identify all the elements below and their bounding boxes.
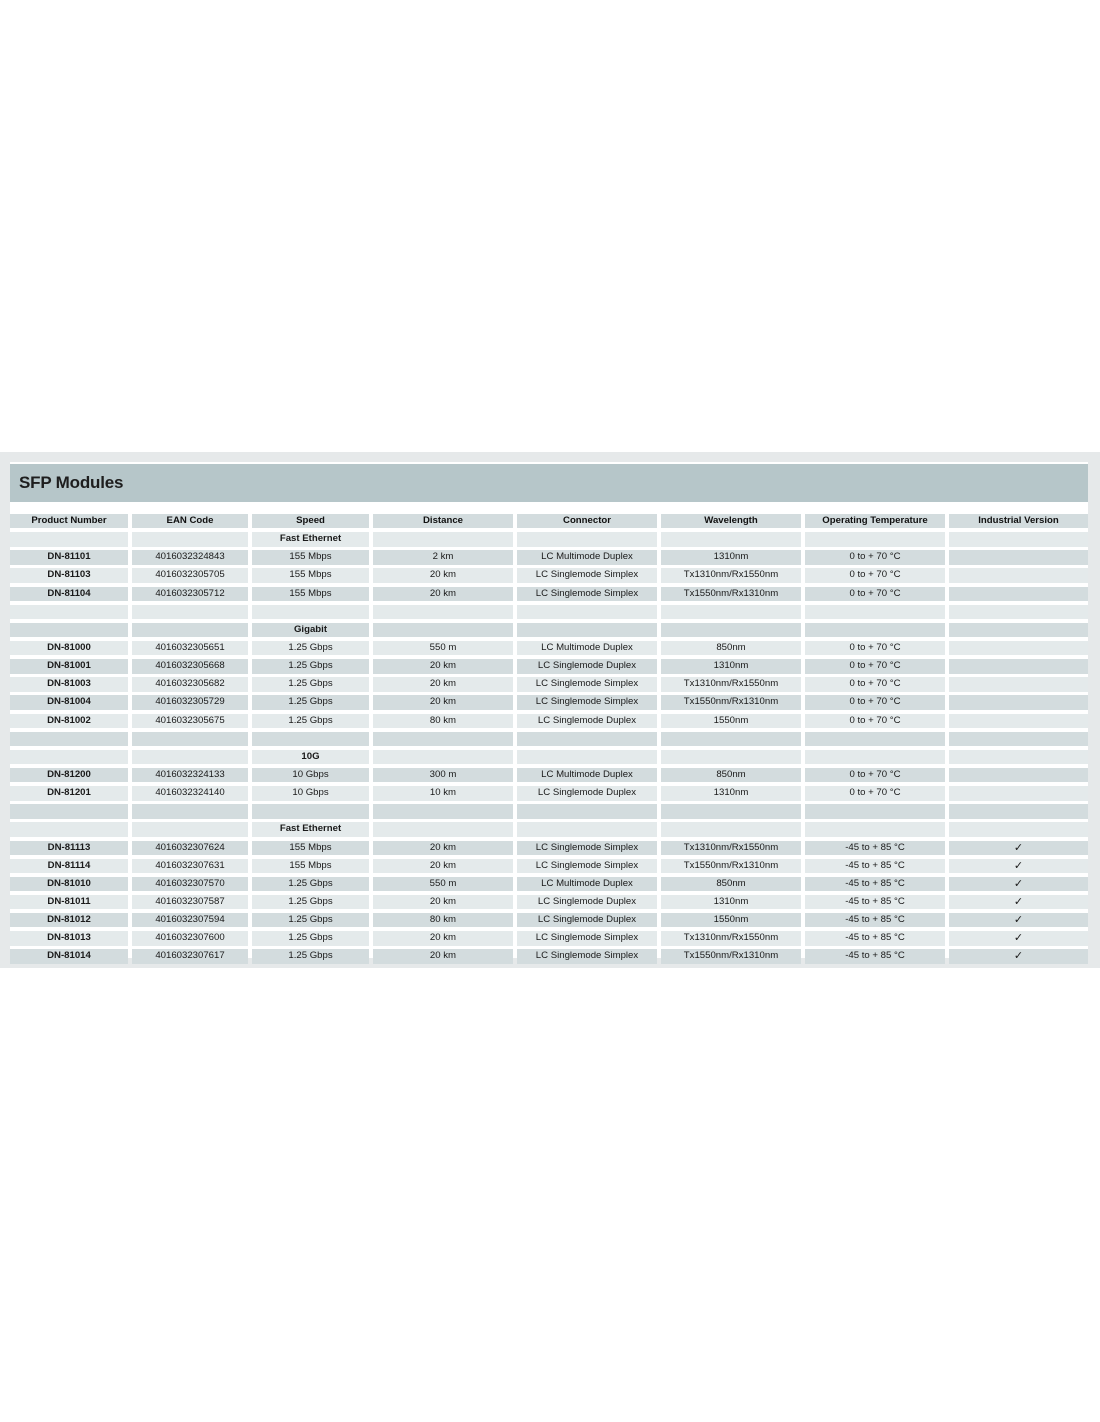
cell-operating-temperature: -45 to + 85 °C — [805, 841, 945, 855]
section-label: 10G — [252, 750, 369, 764]
table-row — [10, 587, 1088, 605]
cell-speed: 1.25 Gbps — [252, 641, 369, 655]
empty-cell — [10, 732, 128, 746]
empty-cell — [132, 532, 248, 546]
cell-distance: 20 km — [373, 931, 513, 945]
cell-product-number: DN-81014 — [10, 949, 128, 963]
cell-connector: LC Multimode Duplex — [517, 641, 657, 655]
empty-cell — [252, 605, 369, 619]
cell-product-number: DN-81004 — [10, 695, 128, 709]
cell-distance: 20 km — [373, 695, 513, 709]
table-row — [10, 841, 1088, 859]
cell-ean-code: 4016032307617 — [132, 949, 248, 963]
empty-cell — [949, 822, 1088, 836]
empty-cell — [373, 804, 513, 818]
cell-distance: 20 km — [373, 859, 513, 873]
cell-distance: 300 m — [373, 768, 513, 782]
cell-industrial-version — [949, 587, 1088, 601]
empty-cell — [132, 605, 248, 619]
cell-distance: 550 m — [373, 877, 513, 891]
cell-industrial-version — [949, 786, 1088, 800]
header-operating-temperature: Operating Temperature — [805, 514, 945, 528]
cell-speed: 1.25 Gbps — [252, 877, 369, 891]
empty-cell — [517, 822, 657, 836]
cell-operating-temperature: 0 to + 70 °C — [805, 768, 945, 782]
section-row — [10, 532, 1088, 550]
empty-cell — [10, 750, 128, 764]
cell-connector: LC Singlemode Simplex — [517, 949, 657, 963]
cell-product-number: DN-81002 — [10, 714, 128, 728]
cell-distance: 2 km — [373, 550, 513, 564]
cell-wavelength: Tx1550nm/Rx1310nm — [661, 859, 801, 873]
empty-cell — [132, 804, 248, 818]
empty-cell — [373, 732, 513, 746]
cell-product-number: DN-81114 — [10, 859, 128, 873]
cell-connector: LC Singlemode Simplex — [517, 931, 657, 945]
cell-wavelength: Tx1310nm/Rx1550nm — [661, 841, 801, 855]
cell-distance: 20 km — [373, 659, 513, 673]
empty-cell — [805, 822, 945, 836]
cell-ean-code: 4016032305675 — [132, 714, 248, 728]
table-row — [10, 568, 1088, 586]
cell-speed: 155 Mbps — [252, 587, 369, 601]
checkmark-icon: ✓ — [949, 841, 1088, 855]
empty-cell — [805, 804, 945, 818]
cell-ean-code: 4016032307600 — [132, 931, 248, 945]
cell-wavelength: Tx1550nm/Rx1310nm — [661, 587, 801, 601]
cell-operating-temperature: -45 to + 85 °C — [805, 859, 945, 873]
empty-cell — [661, 732, 801, 746]
cell-product-number: DN-81013 — [10, 931, 128, 945]
cell-ean-code: 4016032307587 — [132, 895, 248, 909]
empty-cell — [949, 804, 1088, 818]
section-row — [10, 822, 1088, 840]
cell-industrial-version — [949, 714, 1088, 728]
cell-connector: LC Singlemode Duplex — [517, 913, 657, 927]
table-row — [10, 913, 1088, 931]
header-wavelength: Wavelength — [661, 514, 801, 528]
cell-speed: 1.25 Gbps — [252, 949, 369, 963]
cell-product-number: DN-81010 — [10, 877, 128, 891]
cell-wavelength: Tx1550nm/Rx1310nm — [661, 949, 801, 963]
cell-distance: 10 km — [373, 786, 513, 800]
header-distance: Distance — [373, 514, 513, 528]
empty-cell — [949, 750, 1088, 764]
cell-product-number: DN-81103 — [10, 568, 128, 582]
empty-cell — [10, 623, 128, 637]
section-label: Fast Ethernet — [252, 532, 369, 546]
cell-operating-temperature: 0 to + 70 °C — [805, 695, 945, 709]
cell-product-number: DN-81001 — [10, 659, 128, 673]
cell-product-number: DN-81012 — [10, 913, 128, 927]
cell-operating-temperature: -45 to + 85 °C — [805, 895, 945, 909]
cell-industrial-version — [949, 568, 1088, 582]
cell-ean-code: 4016032305729 — [132, 695, 248, 709]
section-row — [10, 750, 1088, 768]
table-row — [10, 768, 1088, 786]
checkmark-icon: ✓ — [949, 877, 1088, 891]
spacer-row — [10, 804, 1088, 822]
cell-industrial-version — [949, 677, 1088, 691]
empty-cell — [373, 532, 513, 546]
cell-distance: 80 km — [373, 714, 513, 728]
cell-speed: 1.25 Gbps — [252, 677, 369, 691]
cell-wavelength: Tx1310nm/Rx1550nm — [661, 931, 801, 945]
cell-speed: 155 Mbps — [252, 859, 369, 873]
cell-distance: 20 km — [373, 949, 513, 963]
cell-connector: LC Singlemode Duplex — [517, 786, 657, 800]
cell-distance: 20 km — [373, 568, 513, 582]
section-row — [10, 623, 1088, 641]
spacer-row — [10, 605, 1088, 623]
cell-product-number: DN-81101 — [10, 550, 128, 564]
empty-cell — [373, 750, 513, 764]
cell-ean-code: 4016032324140 — [132, 786, 248, 800]
header-connector: Connector — [517, 514, 657, 528]
cell-ean-code: 4016032324843 — [132, 550, 248, 564]
empty-cell — [661, 822, 801, 836]
cell-distance: 20 km — [373, 677, 513, 691]
header-speed: Speed — [252, 514, 369, 528]
cell-wavelength: Tx1310nm/Rx1550nm — [661, 568, 801, 582]
cell-distance: 550 m — [373, 641, 513, 655]
spacer-row — [10, 732, 1088, 750]
cell-industrial-version — [949, 641, 1088, 655]
cell-wavelength: Tx1550nm/Rx1310nm — [661, 695, 801, 709]
checkmark-icon: ✓ — [949, 859, 1088, 873]
empty-cell — [517, 804, 657, 818]
cell-distance: 20 km — [373, 587, 513, 601]
empty-cell — [373, 822, 513, 836]
table-row — [10, 949, 1088, 967]
cell-distance: 20 km — [373, 895, 513, 909]
table-row — [10, 714, 1088, 732]
empty-cell — [10, 822, 128, 836]
cell-wavelength: 1310nm — [661, 659, 801, 673]
sfp-table — [10, 514, 1088, 968]
cell-connector: LC Singlemode Duplex — [517, 659, 657, 673]
empty-cell — [517, 532, 657, 546]
cell-product-number: DN-81003 — [10, 677, 128, 691]
cell-wavelength: 1310nm — [661, 895, 801, 909]
cell-operating-temperature: -45 to + 85 °C — [805, 877, 945, 891]
section-label: Fast Ethernet — [252, 822, 369, 836]
cell-wavelength: 850nm — [661, 641, 801, 655]
table-row — [10, 877, 1088, 895]
cell-ean-code: 4016032305705 — [132, 568, 248, 582]
cell-industrial-version — [949, 550, 1088, 564]
empty-cell — [10, 804, 128, 818]
empty-cell — [252, 732, 369, 746]
cell-product-number: DN-81104 — [10, 587, 128, 601]
empty-cell — [373, 605, 513, 619]
cell-ean-code: 4016032305668 — [132, 659, 248, 673]
empty-cell — [661, 605, 801, 619]
empty-cell — [517, 623, 657, 637]
empty-cell — [805, 750, 945, 764]
cell-product-number: DN-81011 — [10, 895, 128, 909]
table-row — [10, 859, 1088, 877]
cell-operating-temperature: -45 to + 85 °C — [805, 949, 945, 963]
cell-ean-code: 4016032324133 — [132, 768, 248, 782]
table-row — [10, 695, 1088, 713]
cell-industrial-version — [949, 659, 1088, 673]
table-row — [10, 677, 1088, 695]
empty-cell — [517, 605, 657, 619]
cell-speed: 1.25 Gbps — [252, 895, 369, 909]
empty-cell — [373, 623, 513, 637]
empty-cell — [132, 822, 248, 836]
cell-industrial-version — [949, 695, 1088, 709]
cell-product-number: DN-81200 — [10, 768, 128, 782]
empty-cell — [517, 750, 657, 764]
cell-ean-code: 4016032307570 — [132, 877, 248, 891]
cell-ean-code: 4016032307594 — [132, 913, 248, 927]
cell-wavelength: 1310nm — [661, 550, 801, 564]
cell-industrial-version — [949, 768, 1088, 782]
cell-connector: LC Singlemode Simplex — [517, 695, 657, 709]
table-row — [10, 659, 1088, 677]
empty-cell — [10, 532, 128, 546]
checkmark-icon: ✓ — [949, 913, 1088, 927]
table-row — [10, 931, 1088, 949]
cell-distance: 20 km — [373, 841, 513, 855]
empty-cell — [949, 732, 1088, 746]
sfp-modules-panel — [0, 452, 1100, 968]
empty-cell — [805, 532, 945, 546]
cell-speed: 1.25 Gbps — [252, 913, 369, 927]
empty-cell — [517, 732, 657, 746]
empty-cell — [661, 804, 801, 818]
cell-speed: 155 Mbps — [252, 550, 369, 564]
cell-speed: 1.25 Gbps — [252, 659, 369, 673]
empty-cell — [132, 732, 248, 746]
cell-wavelength: Tx1310nm/Rx1550nm — [661, 677, 801, 691]
cell-operating-temperature: 0 to + 70 °C — [805, 550, 945, 564]
cell-connector: LC Multimode Duplex — [517, 768, 657, 782]
cell-operating-temperature: 0 to + 70 °C — [805, 786, 945, 800]
cell-connector: LC Singlemode Duplex — [517, 714, 657, 728]
checkmark-icon: ✓ — [949, 895, 1088, 909]
cell-wavelength: 850nm — [661, 877, 801, 891]
cell-operating-temperature: -45 to + 85 °C — [805, 931, 945, 945]
cell-speed: 10 Gbps — [252, 786, 369, 800]
title-bar — [10, 464, 1088, 502]
empty-cell — [10, 605, 128, 619]
empty-cell — [949, 605, 1088, 619]
cell-ean-code: 4016032305682 — [132, 677, 248, 691]
cell-distance: 80 km — [373, 913, 513, 927]
cell-ean-code: 4016032307631 — [132, 859, 248, 873]
header-industrial-version: Industrial Version — [949, 514, 1088, 528]
empty-cell — [661, 623, 801, 637]
checkmark-icon: ✓ — [949, 931, 1088, 945]
cell-ean-code: 4016032305651 — [132, 641, 248, 655]
empty-cell — [805, 623, 945, 637]
checkmark-icon: ✓ — [949, 949, 1088, 963]
cell-speed: 1.25 Gbps — [252, 695, 369, 709]
cell-speed: 155 Mbps — [252, 841, 369, 855]
cell-ean-code: 4016032307624 — [132, 841, 248, 855]
cell-connector: LC Singlemode Simplex — [517, 568, 657, 582]
cell-connector: LC Singlemode Simplex — [517, 841, 657, 855]
cell-operating-temperature: 0 to + 70 °C — [805, 641, 945, 655]
table-row — [10, 550, 1088, 568]
cell-wavelength: 850nm — [661, 768, 801, 782]
cell-operating-temperature: 0 to + 70 °C — [805, 587, 945, 601]
empty-cell — [661, 750, 801, 764]
cell-speed: 1.25 Gbps — [252, 714, 369, 728]
cell-ean-code: 4016032305712 — [132, 587, 248, 601]
empty-cell — [661, 532, 801, 546]
table-row — [10, 641, 1088, 659]
cell-operating-temperature: 0 to + 70 °C — [805, 677, 945, 691]
empty-cell — [805, 732, 945, 746]
cell-operating-temperature: 0 to + 70 °C — [805, 714, 945, 728]
cell-connector: LC Singlemode Simplex — [517, 677, 657, 691]
panel-inner — [10, 462, 1088, 963]
cell-operating-temperature: 0 to + 70 °C — [805, 659, 945, 673]
cell-speed: 155 Mbps — [252, 568, 369, 582]
table-row — [10, 786, 1088, 804]
cell-connector: LC Multimode Duplex — [517, 550, 657, 564]
cell-speed: 10 Gbps — [252, 768, 369, 782]
cell-speed: 1.25 Gbps — [252, 931, 369, 945]
cell-connector: LC Singlemode Simplex — [517, 859, 657, 873]
cell-connector: LC Singlemode Simplex — [517, 587, 657, 601]
empty-cell — [132, 750, 248, 764]
cell-product-number: DN-81113 — [10, 841, 128, 855]
empty-cell — [949, 532, 1088, 546]
empty-cell — [949, 623, 1088, 637]
cell-operating-temperature: 0 to + 70 °C — [805, 568, 945, 582]
cell-connector: LC Singlemode Duplex — [517, 895, 657, 909]
empty-cell — [132, 623, 248, 637]
cell-product-number: DN-81201 — [10, 786, 128, 800]
empty-cell — [805, 605, 945, 619]
cell-wavelength: 1550nm — [661, 913, 801, 927]
cell-wavelength: 1550nm — [661, 714, 801, 728]
cell-operating-temperature: -45 to + 85 °C — [805, 913, 945, 927]
header-ean-code: EAN Code — [132, 514, 248, 528]
page-title: SFP Modules — [19, 473, 124, 492]
cell-wavelength: 1310nm — [661, 786, 801, 800]
header-product-number: Product Number — [10, 514, 128, 528]
cell-product-number: DN-81000 — [10, 641, 128, 655]
empty-cell — [252, 804, 369, 818]
section-label: Gigabit — [252, 623, 369, 637]
cell-connector: LC Multimode Duplex — [517, 877, 657, 891]
table-header-row — [10, 514, 1088, 532]
table-row — [10, 895, 1088, 913]
